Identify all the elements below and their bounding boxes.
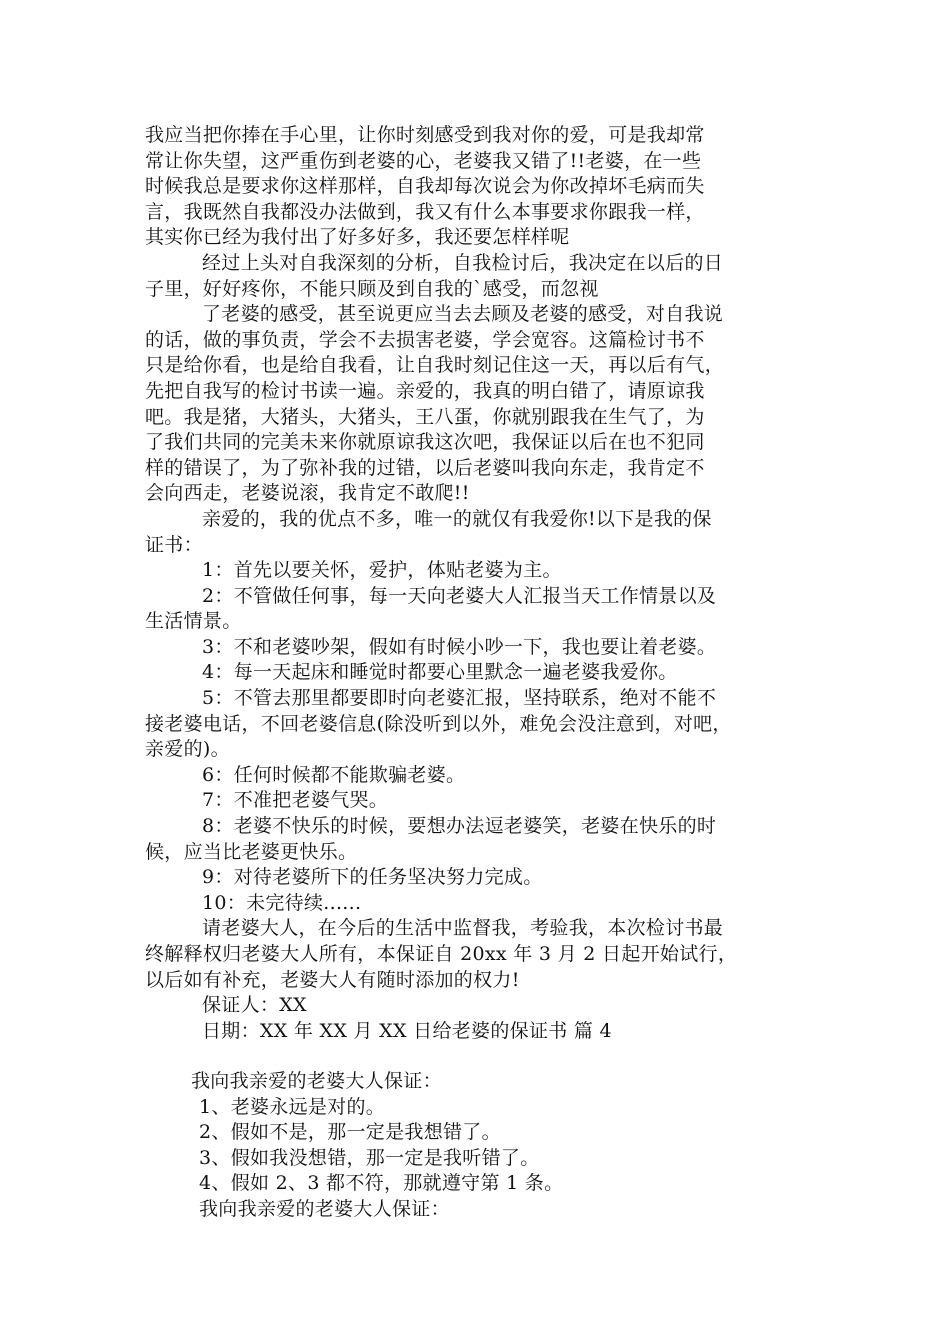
list-item-line: 候，应当比老婆更快乐。 bbox=[145, 840, 358, 863]
paragraph-line: 先把自我写的检讨书读一遍。亲爱的，我真的明白错了，请原谅我 bbox=[145, 379, 705, 402]
list-item-line: 10：未完待续...... bbox=[202, 891, 362, 914]
paragraph-line: 只是给你看，也是给自我看，让自我时刻记住这一天，再以后有气， bbox=[145, 354, 725, 377]
paragraph-line: 子里，好好疼你，不能只顾及到自我的`感受，而忽视 bbox=[145, 277, 599, 300]
paragraph-line: 样的错误了，为了弥补我的过错，以后老婆叫我向东走，我肯定不 bbox=[145, 456, 705, 479]
section-heading: 我向我亲爱的老婆大人保证： bbox=[199, 1197, 450, 1220]
list-item-line: 生活情景。 bbox=[145, 610, 242, 633]
list-item-line: 接老婆电话，不回老婆信息(除没听到以外，难免会没注意到，对吧， bbox=[145, 712, 732, 735]
guarantor-line: 保证人：XX bbox=[202, 994, 307, 1017]
date-line: 日期：XX 年 XX 月 XX 日给老婆的保证书 篇 4 bbox=[202, 1019, 612, 1042]
paragraph-line: 了我们共同的完美未来你就原谅我这次吧，我保证以后在也不犯同 bbox=[145, 431, 705, 454]
guarantee-letter-body bbox=[145, 123, 815, 1044]
list-item-line: 2：不管做任何事，每一天向老婆大人汇报当天工作情景以及 bbox=[202, 584, 717, 607]
list-item-line: 7：不准把老婆气哭。 bbox=[202, 789, 389, 812]
list-item-line: 9：对待老婆所下的任务坚决努力完成。 bbox=[202, 866, 543, 889]
paragraph-line: 以后如有补充，老婆大人有随时添加的权力! bbox=[145, 968, 520, 991]
list-item-line: 1：首先以要关怀，爱护，体贴老婆为主。 bbox=[202, 559, 562, 582]
list-item-line: 5：不管去那里都要即时向老婆汇报，坚持联系，绝对不能不 bbox=[202, 687, 717, 710]
paragraph-line: 证书： bbox=[145, 533, 203, 556]
list-item-line: 8：老婆不快乐的时候，要想办法逗老婆笑，老婆在快乐的时 bbox=[202, 815, 717, 838]
paragraph-line: 请老婆大人，在今后的生活中监督我，考验我，本次检讨书最 bbox=[202, 917, 724, 940]
list-item-line: 4、假如 2、3 都不符，那就遵守第 1 条。 bbox=[199, 1172, 564, 1195]
paragraph-line: 其实你已经为我付出了好多好多，我还要怎样样呢 bbox=[145, 226, 570, 249]
guarantee-list-section bbox=[145, 1069, 815, 1223]
paragraph-line: 会向西走，老婆说滚，我肯定不敢爬!! bbox=[145, 482, 470, 505]
section-heading: 我向我亲爱的老婆大人保证： bbox=[191, 1070, 442, 1092]
paragraph-line: 言，我既然自我都没办法做到，我又有什么本事要求你跟我一样， bbox=[145, 200, 705, 223]
list-item-line: 1、老婆永远是对的。 bbox=[199, 1095, 386, 1118]
list-item-line: 6：任何时候都不能欺骗老婆。 bbox=[202, 763, 466, 786]
paragraph-line: 吧。我是猪，大猪头，大猪头，王八蛋，你就别跟我在生气了，为 bbox=[145, 405, 705, 428]
paragraph-line: 终解释权归老婆大人所有，本保证自 20xx 年 3 月 2 日起开始试行， bbox=[145, 943, 738, 965]
paragraph-line: 经过上头对自我深刻的分析，自我检讨后，我决定在以后的日 bbox=[202, 251, 724, 274]
paragraph-line: 了老婆的感受，甚至说更应当去去顾及老婆的感受，对自我说 bbox=[202, 303, 724, 326]
list-item-line: 3：不和老婆吵架，假如有时候小吵一下，我也要让着老婆。 bbox=[202, 635, 717, 658]
paragraph-line: 我应当把你捧在手心里，让你时刻感受到我对你的爱，可是我却常 bbox=[145, 124, 705, 146]
list-item-line: 亲爱的)。 bbox=[145, 738, 230, 761]
list-item-line: 4：每一天起床和睡觉时都要心里默念一遍老婆我爱你。 bbox=[202, 661, 678, 684]
paragraph-line: 常让你失望，这严重伤到老婆的心，老婆我又错了!!老婆，在一些 bbox=[145, 149, 702, 172]
list-item-line: 3、假如我没想错，那一定是我听错了。 bbox=[199, 1146, 540, 1169]
list-item-line: 2、假如不是，那一定是我想错了。 bbox=[199, 1121, 501, 1144]
paragraph-line: 亲爱的，我的优点不多，唯一的就仅有我爱你!以下是我的保 bbox=[202, 507, 712, 530]
paragraph-line: 时候我总是要求你这样那样，自我却每次说会为你改掉坏毛病而失 bbox=[145, 175, 705, 198]
paragraph-line: 的话，做的事负责，学会不去损害老婆，学会宽容。这篇检讨书不 bbox=[145, 328, 705, 351]
